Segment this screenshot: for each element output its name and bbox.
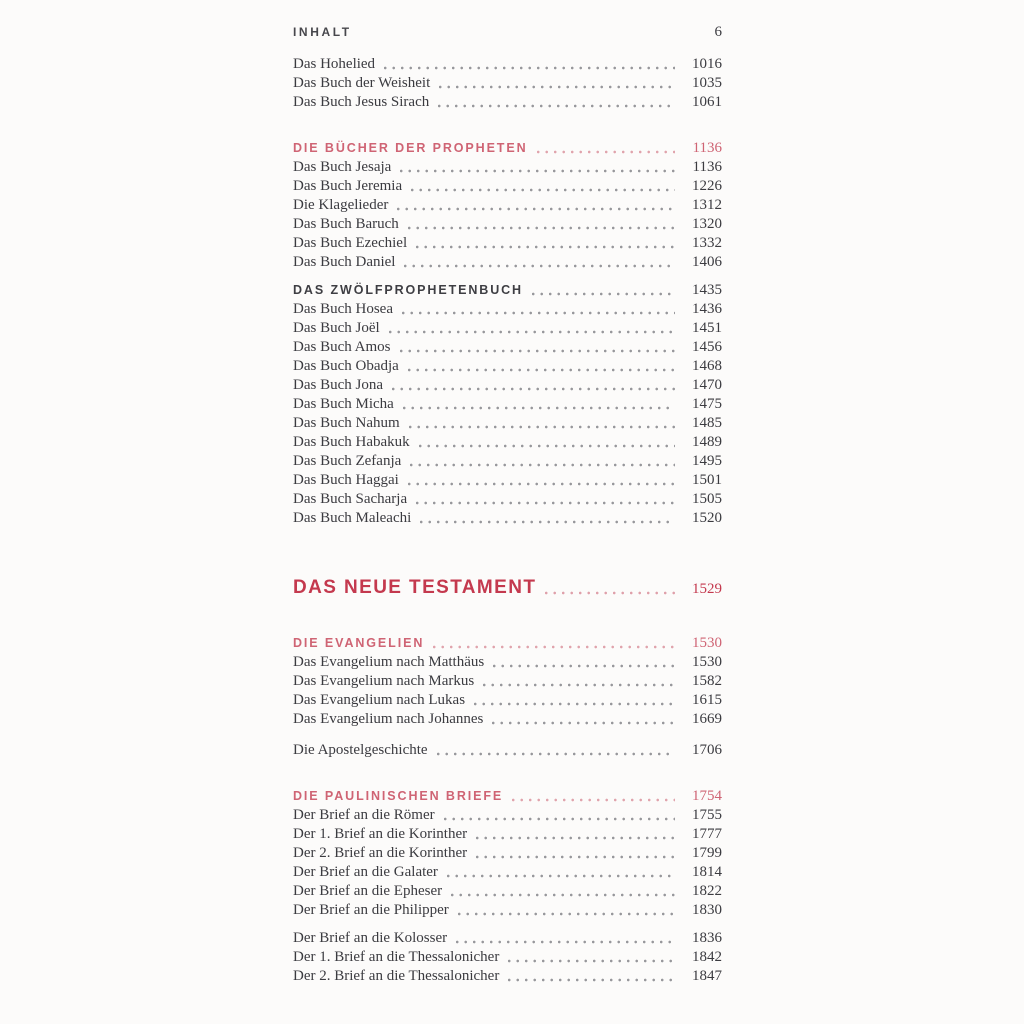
toc-row [293, 691, 722, 710]
toc-row [293, 471, 722, 490]
toc-entry-page: 1777 [692, 826, 722, 842]
toc-entry-page: 1582 [692, 673, 722, 689]
toc-block [293, 281, 722, 528]
toc-entry-label: Der 2. Brief an die Korinther [293, 845, 468, 861]
toc-row [293, 215, 722, 234]
toc-entry-label: Das Buch Joël [293, 320, 380, 336]
toc-entry-label: Das Buch Jeremia [293, 178, 403, 194]
toc-entry-page: 1312 [692, 197, 722, 213]
toc-entry-page: 1495 [692, 453, 722, 469]
toc-row [293, 452, 722, 471]
toc-entry-label: Der Brief an die Kolosser [293, 930, 448, 946]
toc-section-heading [293, 576, 722, 600]
dot-leader [403, 406, 675, 410]
folio-page-number: 6 [714, 24, 722, 40]
dot-leader [458, 912, 675, 916]
toc-row [293, 196, 722, 215]
dot-leader [437, 752, 675, 756]
toc-block [293, 576, 722, 600]
toc-entry-page: 1456 [692, 339, 722, 355]
dot-leader [408, 226, 675, 230]
toc-row [293, 376, 722, 395]
dot-leader [419, 444, 675, 448]
toc-row [293, 844, 722, 863]
toc-entry-label: Die Apostelgeschichte [293, 742, 428, 758]
toc-entry-label: Das Buch Daniel [293, 254, 396, 270]
toc-block [293, 55, 722, 112]
dot-leader [433, 645, 675, 649]
toc-entry-label: Die Klagelieder [293, 197, 389, 213]
dot-leader [392, 387, 675, 391]
toc-entry-page: 1485 [692, 415, 722, 431]
toc-row [293, 509, 722, 528]
dot-leader [474, 702, 675, 706]
toc-entry-label: Der 1. Brief an die Thessalonicher [293, 949, 500, 965]
dot-leader [409, 425, 675, 429]
toc-entry-label: Das Hohelied [293, 56, 376, 72]
toc-row [293, 234, 722, 253]
toc-heading-label: DIE EVANGELIEN [293, 636, 425, 650]
toc-entry-page: 1468 [692, 358, 722, 374]
toc-entry-label: Der Brief an die Epheser [293, 883, 443, 899]
toc-section-heading [293, 281, 722, 300]
toc-row [293, 929, 722, 948]
toc-row [293, 653, 722, 672]
dot-leader [416, 501, 675, 505]
toc-section-heading [293, 787, 722, 806]
toc-entry-label: Das Buch Baruch [293, 216, 399, 232]
dot-leader [384, 66, 675, 70]
dot-leader [456, 940, 675, 944]
toc-entry-label: Das Buch der Weisheit [293, 75, 431, 91]
dot-leader [400, 169, 675, 173]
toc-heading-page: 1754 [692, 788, 722, 804]
toc-page [293, 24, 722, 986]
dot-leader [512, 798, 675, 802]
toc-heading-page: 1529 [692, 581, 722, 597]
toc-row [293, 319, 722, 338]
toc-section-heading [293, 139, 722, 158]
toc-row [293, 882, 722, 901]
toc-entry-page: 1061 [692, 94, 722, 110]
dot-leader [447, 874, 675, 878]
toc-block [293, 787, 722, 920]
toc-heading-page: 1530 [692, 635, 722, 651]
toc-heading-page: 1136 [692, 140, 722, 156]
toc-entry-page: 1706 [692, 742, 722, 758]
toc-row [293, 300, 722, 319]
toc-row [293, 74, 722, 93]
toc-entry-label: Der Brief an die Römer [293, 807, 435, 823]
toc-row [293, 825, 722, 844]
dot-leader [438, 104, 675, 108]
toc-row [293, 490, 722, 509]
toc-entry-label: Das Buch Nahum [293, 415, 400, 431]
toc-entry-page: 1489 [692, 434, 722, 450]
toc-heading-label: DAS NEUE TESTAMENT [293, 577, 537, 598]
toc-row [293, 948, 722, 967]
dot-leader [537, 150, 675, 154]
toc-row [293, 741, 722, 760]
toc-row [293, 55, 722, 74]
toc-entry-page: 1475 [692, 396, 722, 412]
dot-leader [545, 591, 675, 595]
toc-row [293, 901, 722, 920]
toc-entry-label: Das Evangelium nach Johannes [293, 711, 484, 727]
toc-row [293, 357, 722, 376]
toc-entry-label: Das Evangelium nach Lukas [293, 692, 466, 708]
dot-leader [508, 959, 675, 963]
toc-entry-page: 1830 [692, 902, 722, 918]
dot-leader [483, 683, 675, 687]
toc-entry-page: 1501 [692, 472, 722, 488]
toc-block [293, 741, 722, 760]
toc-entry-page: 1332 [692, 235, 722, 251]
toc-row [293, 158, 722, 177]
toc-heading-label: DAS ZWÖLFPROPHETENBUCH [293, 283, 523, 297]
toc-entry-label: Das Buch Zefanja [293, 453, 402, 469]
toc-entry-page: 1842 [692, 949, 722, 965]
toc-row [293, 433, 722, 452]
toc-entry-label: Der Brief an die Philipper [293, 902, 449, 918]
toc-entry-page: 1822 [692, 883, 722, 899]
toc-entry-page: 1814 [692, 864, 722, 880]
toc-block [293, 139, 722, 272]
dot-leader [404, 264, 675, 268]
dot-leader [493, 664, 675, 668]
toc-entry-page: 1836 [692, 930, 722, 946]
toc-row [293, 93, 722, 112]
toc-row [293, 863, 722, 882]
toc-entry-page: 1451 [692, 320, 722, 336]
dot-leader [476, 836, 675, 840]
toc-entry-label: Das Buch Obadja [293, 358, 399, 374]
toc-entry-page: 1226 [692, 178, 722, 194]
toc-entry-label: Das Buch Sacharja [293, 491, 408, 507]
dot-leader [397, 207, 675, 211]
toc-entry-label: Das Buch Jesaja [293, 159, 392, 175]
dot-leader [451, 893, 675, 897]
toc-entry-page: 1320 [692, 216, 722, 232]
toc-entry-page: 1847 [692, 968, 722, 984]
toc-entry-label: Der Brief an die Galater [293, 864, 438, 880]
dot-leader [476, 855, 675, 859]
toc-entry-page: 1520 [692, 510, 722, 526]
dot-leader [402, 311, 675, 315]
toc-row [293, 710, 722, 729]
dot-leader [410, 463, 675, 467]
toc-entry-label: Das Evangelium nach Markus [293, 673, 475, 689]
toc-entry-page: 1505 [692, 491, 722, 507]
toc-entry-label: Das Buch Hosea [293, 301, 393, 317]
dot-leader [416, 245, 675, 249]
toc-entry-label: Der 2. Brief an die Thessalonicher [293, 968, 500, 984]
toc-entry-page: 1669 [692, 711, 722, 727]
dot-leader [408, 482, 675, 486]
toc-entry-page: 1615 [692, 692, 722, 708]
toc-entry-label: Das Buch Amos [293, 339, 391, 355]
toc-entry-page: 1470 [692, 377, 722, 393]
toc-entry-label: Das Buch Micha [293, 396, 394, 412]
toc-row [293, 177, 722, 196]
toc-heading-label: DIE BÜCHER DER PROPHETEN [293, 141, 528, 155]
toc-row [293, 414, 722, 433]
dot-leader [444, 817, 675, 821]
toc-entry-page: 1035 [692, 75, 722, 91]
toc-entry-page: 1016 [692, 56, 722, 72]
toc-entry-page: 1406 [692, 254, 722, 270]
toc-entry-page: 1799 [692, 845, 722, 861]
toc-entry-label: Das Buch Ezechiel [293, 235, 408, 251]
toc-row [293, 806, 722, 825]
dot-leader [408, 368, 675, 372]
toc-entry-page: 1530 [692, 654, 722, 670]
toc-row [293, 395, 722, 414]
toc-row [293, 672, 722, 691]
toc-row [293, 967, 722, 986]
toc-entry-page: 1755 [692, 807, 722, 823]
toc-entry-page: 1136 [692, 159, 722, 175]
toc-entry-label: Der 1. Brief an die Korinther [293, 826, 468, 842]
toc-entry-label: Das Buch Habakuk [293, 434, 410, 450]
toc-section-heading [293, 634, 722, 653]
toc-entry-label: Das Buch Maleachi [293, 510, 412, 526]
dot-leader [420, 520, 675, 524]
toc-row [293, 338, 722, 357]
dot-leader [532, 292, 675, 296]
toc-entry-label: Das Evangelium nach Matthäus [293, 654, 485, 670]
page-title: INHALT [293, 25, 352, 39]
dot-leader [411, 188, 675, 192]
toc-block [293, 634, 722, 729]
dot-leader [492, 721, 675, 725]
toc-header [293, 24, 722, 41]
toc-heading-label: DIE PAULINISCHEN BRIEFE [293, 789, 504, 803]
toc-entry-page: 1436 [692, 301, 722, 317]
dot-leader [400, 349, 676, 353]
toc-blocks [293, 55, 722, 986]
toc-block [293, 929, 722, 986]
toc-heading-page: 1435 [692, 282, 722, 298]
dot-leader [508, 978, 675, 982]
dot-leader [389, 330, 675, 334]
dot-leader [439, 85, 675, 89]
toc-entry-label: Das Buch Jona [293, 377, 383, 393]
toc-entry-label: Das Buch Jesus Sirach [293, 94, 430, 110]
toc-row [293, 253, 722, 272]
toc-entry-label: Das Buch Haggai [293, 472, 399, 488]
